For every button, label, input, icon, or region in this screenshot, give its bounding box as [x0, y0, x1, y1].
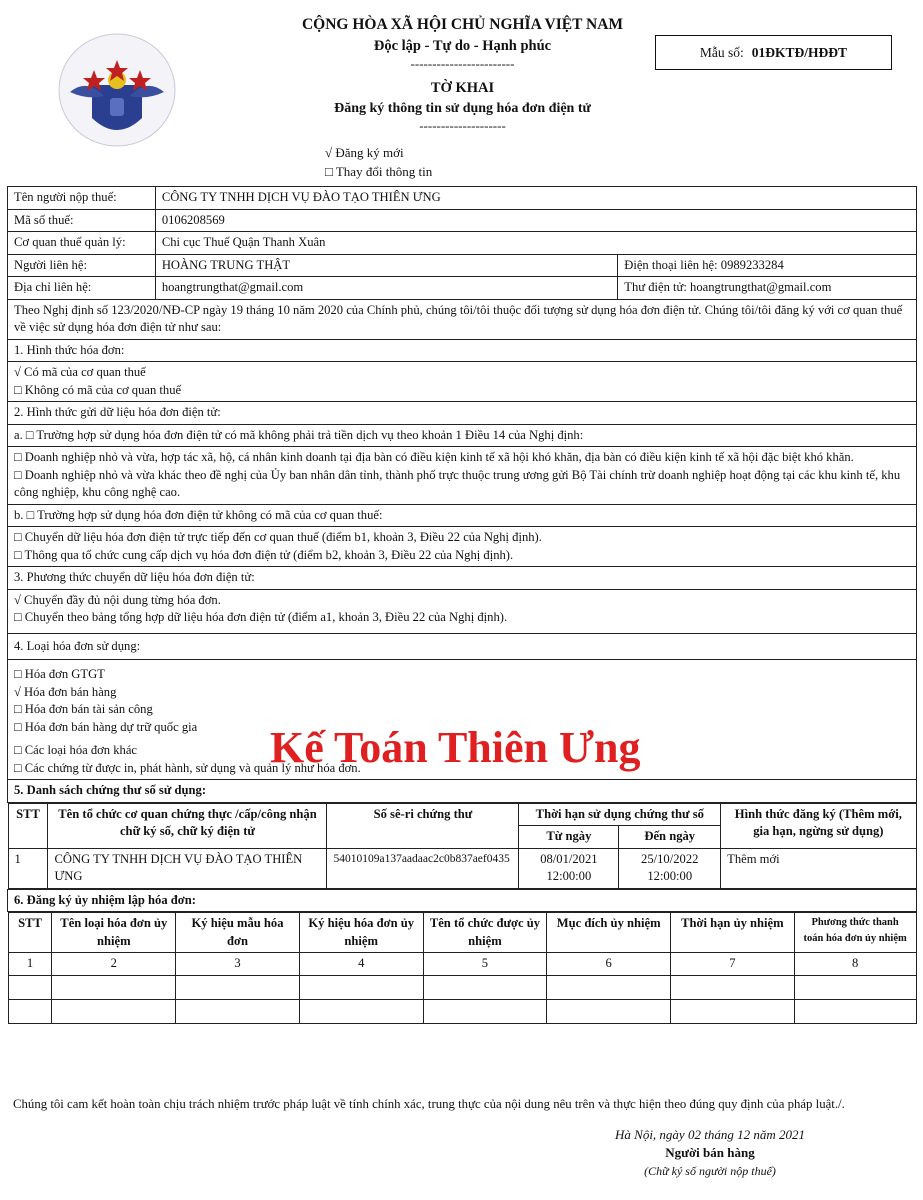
- option-2b-1[interactable]: □ Chuyển dữ liệu hóa đơn điện tử trực tiếp đến cơ quan thuế (điểm b1, khoản 3, Điều 22 của Nghị định).: [14, 530, 542, 544]
- cell-stt: 1: [8, 848, 48, 888]
- commitment-text: Chúng tôi cam kết hoàn toàn chịu trách nhiệm trước pháp luật về tính chính xác, trung thực của nội dung nêu trên và thực hiện theo đúng quy định của pháp luật./.: [13, 1097, 845, 1111]
- option-change-info[interactable]: □ Thay đổi thông tin: [325, 164, 433, 179]
- address-label: Địa chỉ liên hệ:: [8, 277, 156, 300]
- divider: --------------------: [419, 118, 506, 133]
- column-header: Số sê-ri chứng thư: [327, 803, 519, 848]
- option-with-code[interactable]: √ Có mã của cơ quan thuế: [14, 365, 146, 379]
- column-number: 7: [671, 953, 795, 976]
- option-2a[interactable]: a. □ Trường hợp sử dụng hóa đơn điện tử có mã không phải trả tiền dịch vụ theo khoản 1 Điều 14 của Nghị định:: [8, 424, 917, 447]
- section-2-title: 2. Hình thức gửi dữ liệu hóa đơn điện tử:: [8, 402, 917, 425]
- column-header: STT: [8, 803, 48, 848]
- form-code: 01ĐKTĐ/HĐĐT: [751, 44, 848, 60]
- cell-org: CÔNG TY TNHH DỊCH VỤ ĐÀO TẠO THIÊN ƯNG: [48, 848, 327, 888]
- cell-form: Thêm mới: [721, 848, 916, 888]
- address-value: hoangtrungthat@gmail.com: [155, 277, 617, 300]
- motto: Độc lập - Tự do - Hạnh phúc: [373, 38, 552, 54]
- section-4-title: 4. Loại hóa đơn sử dụng:: [8, 633, 917, 660]
- column-header: Phương thức thanh toán hóa đơn ủy nhiệm: [794, 913, 916, 953]
- section-6-title: 6. Đăng ký ủy nhiệm lập hóa đơn:: [8, 889, 917, 912]
- from-date: 08/01/2021: [540, 851, 598, 866]
- section-3-options: [8, 589, 917, 633]
- column-header: Ký hiệu hóa đơn ủy nhiệm: [299, 913, 423, 953]
- watermark-text: Kế Toán Thiên Ưng: [270, 723, 641, 772]
- company-logo: [52, 30, 182, 155]
- cell-from: [519, 848, 619, 888]
- taxpayer-value: CÔNG TY TNHH DỊCH VỤ ĐÀO TẠO THIÊN ƯNG: [155, 187, 916, 210]
- option-2b-2[interactable]: □ Thông qua tổ chức cung cấp dịch vụ hóa đơn điện tử (điểm b2, khoản 3, Điều 22 của Nghị định).: [14, 547, 514, 562]
- column-header: Mục đích ủy nhiệm: [547, 913, 671, 953]
- table-row: [8, 209, 917, 232]
- column-header: Hình thức đăng ký (Thêm mới, gia hạn, ngừng sử dụng): [721, 803, 916, 848]
- phone-value: Điện thoại liên hệ: 0989233284: [618, 254, 917, 277]
- column-number: 8: [794, 953, 916, 976]
- signer-title: Người bán hàng: [665, 1145, 755, 1160]
- column-number: 4: [299, 953, 423, 976]
- section-2a-options: [8, 447, 917, 505]
- column-header: Đến ngày: [619, 826, 721, 849]
- to-time: 12:00:00: [647, 869, 693, 883]
- table-row: [8, 254, 917, 277]
- option-sales-invoice[interactable]: √ Hóa đơn bán hàng: [14, 684, 117, 699]
- column-header: Từ ngày: [519, 826, 619, 849]
- option-vat-invoice[interactable]: □ Hóa đơn GTGT: [14, 667, 105, 681]
- delegation-table: [8, 912, 917, 1024]
- option-invoice-like-documents[interactable]: □ Các chứng từ được in, phát hành, sử dụng và quản lý như hóa đơn.: [14, 760, 361, 775]
- contact-label: Người liên hệ:: [8, 254, 156, 277]
- to-date: 25/10/2022: [641, 851, 699, 866]
- column-number: 1: [8, 953, 52, 976]
- tax-code-label: Mã số thuế:: [8, 209, 156, 232]
- option-full-content[interactable]: √ Chuyển đầy đủ nội dung từng hóa đơn.: [14, 592, 221, 607]
- option-2b[interactable]: b. □ Trường hợp sử dụng hóa đơn điện tử không có mã của cơ quan thuế:: [8, 504, 917, 527]
- column-header: STT: [8, 913, 52, 953]
- option-public-asset-invoice[interactable]: □ Hóa đơn bán tài sản công: [14, 702, 153, 716]
- section-5-title: 5. Danh sách chứng thư số sử dụng:: [8, 780, 917, 803]
- table-row: [8, 953, 916, 976]
- tax-code-value: 0106208569: [155, 209, 916, 232]
- option-other-invoices[interactable]: □ Các loại hóa đơn khác: [14, 743, 138, 757]
- section-2b-options: [8, 527, 917, 567]
- option-new-registration[interactable]: √ Đăng ký mới: [325, 145, 404, 160]
- table-row: [8, 975, 916, 999]
- tax-office-label: Cơ quan thuế quản lý:: [8, 232, 156, 255]
- column-header: Thời hạn ủy nhiệm: [671, 913, 795, 953]
- form-label: Mẫu số:: [699, 44, 744, 60]
- option-national-reserve-invoice[interactable]: □ Hóa đơn bán hàng dự trữ quốc gia: [14, 719, 198, 734]
- tax-office-value: Chi cục Thuế Quận Thanh Xuân: [155, 232, 916, 255]
- column-number: 5: [423, 953, 547, 976]
- column-number: 2: [52, 953, 176, 976]
- option-without-code[interactable]: □ Không có mã của cơ quan thuế: [14, 382, 182, 397]
- column-number: 6: [547, 953, 671, 976]
- option-2a-1[interactable]: □ Doanh nghiệp nhỏ và vừa, hợp tác xã, hộ, cá nhân kinh doanh tại địa bàn có điều kiện kinh tế xã hội khó khăn, địa bàn có điều kiện kinh tế xã hội đặc biệt khó khăn.: [14, 450, 854, 464]
- divider: ------------------------: [410, 56, 515, 71]
- doc-subtitle: Đăng ký thông tin sử dụng hóa đơn điện tử: [334, 101, 591, 116]
- column-header: Thời hạn sử dụng chứng thư số: [519, 803, 721, 826]
- table-row: [8, 187, 917, 210]
- section-3-title: 3. Phương thức chuyển dữ liệu hóa đơn điện tử:: [8, 567, 917, 590]
- registration-form-table: [7, 186, 917, 1024]
- option-summary-table[interactable]: □ Chuyển theo bảng tổng hợp dữ liệu hóa đơn điện tử (điểm a1, khoản 3, Điều 22 của Nghị định).: [14, 610, 508, 624]
- from-time: 12:00:00: [546, 869, 592, 883]
- column-header: Ký hiệu mẫu hóa đơn: [176, 913, 300, 953]
- cell-to: [619, 848, 721, 888]
- section-1-title: 1. Hình thức hóa đơn:: [8, 339, 917, 362]
- section-1-options: [8, 362, 917, 402]
- signer-note: (Chữ ký số người nộp thuế): [644, 1164, 776, 1178]
- column-header: Tên tổ chức cơ quan chứng thực /cấp/công nhận chữ ký số, chữ ký điện tử: [48, 803, 327, 848]
- table-row: [8, 232, 917, 255]
- date-line: Hà Nội, ngày 02 tháng 12 năm 2021: [615, 1127, 805, 1142]
- national-title: CỘNG HÒA XÃ HỘI CHỦ NGHĨA VIỆT NAM: [301, 16, 624, 33]
- certificate-table: [8, 803, 917, 889]
- column-header: Tên loại hóa đơn ủy nhiệm: [52, 913, 176, 953]
- table-row: [8, 848, 916, 888]
- email-value: Thư điện tử: hoangtrungthat@gmail.com: [618, 277, 917, 300]
- table-row: [8, 999, 916, 1023]
- form-number-box: [655, 35, 892, 70]
- doc-title: TỜ KHAI: [430, 80, 495, 96]
- taxpayer-label: Tên người nộp thuế:: [8, 187, 156, 210]
- column-number: 3: [176, 953, 300, 976]
- column-header: Tên tổ chức được ủy nhiệm: [423, 913, 547, 953]
- cell-serial: 54010109a137aadaac2c0b837aef0435: [327, 848, 519, 888]
- contact-value: HOÀNG TRUNG THẬT: [155, 254, 617, 277]
- intro-text: Theo Nghị định số 123/2020/NĐ-CP ngày 19 tháng 10 năm 2020 của Chính phủ, chúng tôi/tôi thuộc đối tượng sử dụng hóa đơn điện tử. Chúng tôi/tôi đăng ký với cơ quan thuế về việc sử dụng hóa đơn điện tử như sau:: [8, 299, 917, 339]
- option-2a-2[interactable]: □ Doanh nghiệp nhỏ và vừa khác theo đề nghị của Ủy ban nhân dân tỉnh, thành phố trực thuộc trung ương gửi Bộ Tài chính trừ doanh nghiệp hoạt động tại các khu kinh tế, khu công nghiệp, khu công nghệ cao.: [14, 467, 901, 499]
- table-row: [8, 277, 917, 300]
